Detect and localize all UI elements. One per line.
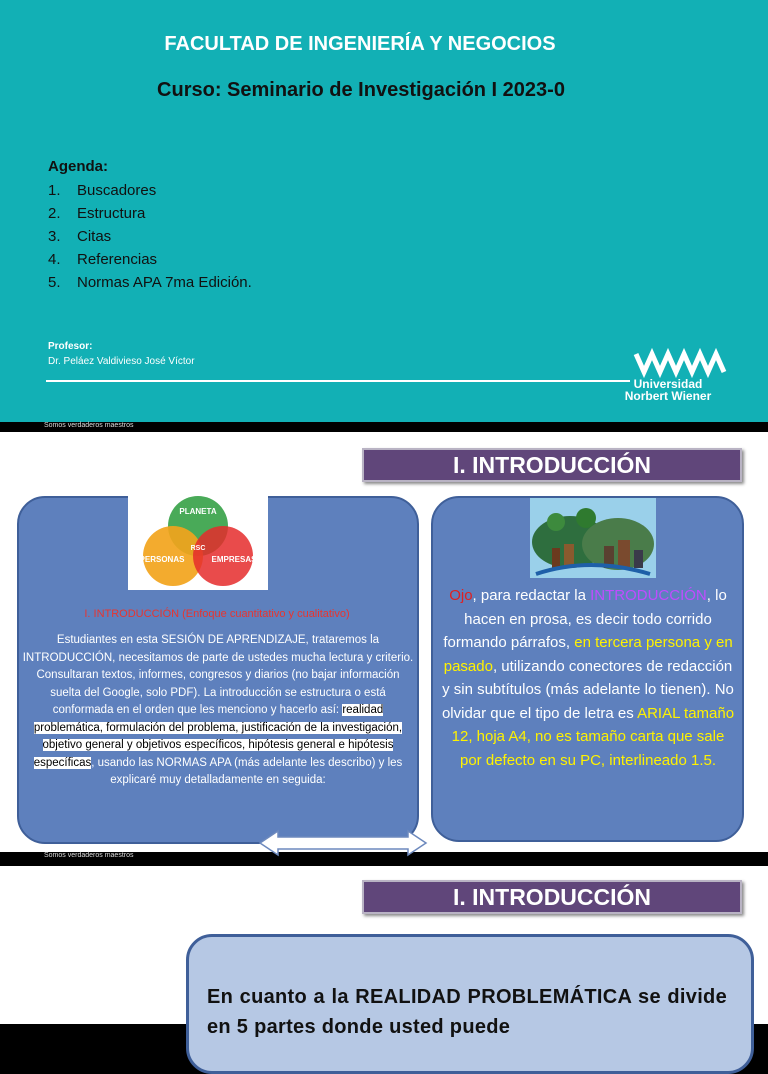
highlighted-components: realidad problemática, formulación del problema, justificación de la investigación, objetivo general y objetivos específicos, hipótesis general e hipótesis específicas	[33, 704, 403, 769]
course-title: Curso: Seminario de Investigación I 2023-0	[157, 79, 565, 101]
left-heading: I. INTRODUCCIÓN (Enfoque cuantitativo y cualitativo)	[84, 608, 350, 620]
agenda-item: 4. Referencias	[48, 251, 158, 268]
introduction-slide	[0, 432, 768, 852]
cover-slide	[0, 0, 768, 422]
faculty-title: FACULTAD DE INGENIERÍA Y NEGOCIOS	[164, 33, 556, 55]
logo-line-2: Norbert Wiener	[624, 389, 712, 403]
tagline: Somos verdaderos maestros	[44, 422, 134, 429]
agenda-list	[48, 181, 252, 296]
divider	[46, 380, 630, 382]
slide-title: I. INTRODUCCIÓN	[362, 880, 742, 914]
left-body: Estudiantes en esta SESIÓN DE APRENDIZAJE, trataremos la INTRODUCCIÓN, necesitamos de parte de ustedes mucha lectura y criterio. Consultaran textos, informes, congresos y diarios (no bajar información suelta del Google, solo PDF). La introducción se estructura o está conformada en el orden que les menciono y hacerlo así: realidad problemática, formulación del problema, justificación de la investigación, objetivo general y objetivos específicos, hipótesis general e hipótesis específicas, usando las NORMAS APA (más adelante les describo) y les explicaré muy detalladamente en seguida:	[22, 634, 414, 786]
university-logo	[608, 350, 728, 402]
double-arrow-icon	[258, 828, 428, 858]
venn-label-right: EMPRESAS	[211, 555, 257, 564]
book-wave-icon	[634, 350, 726, 376]
right-body: Ojo, para redactar la INTRODUCCIÓN, lo hacen en prosa, es decir todo corrido formando párrafos, en tercera persona y en pasado, utilizando conectores de redacción y sin subtítulos (más adelante lo tienen). No olvidar que el tipo de letra es ARIAL tamaño 12, hoja A4, no es tamaño carta que sale por defecto en su PC, interlineado 1.5.	[441, 587, 735, 769]
venn-label-top: PLANETA	[179, 507, 217, 516]
agenda-item: 1. Buscadores	[48, 182, 157, 199]
slide-title: I. INTRODUCCIÓN	[362, 448, 742, 482]
venn-label-left: PERSONAS	[139, 555, 185, 564]
agenda-heading: Agenda:	[48, 158, 108, 175]
realidad-text: En cuanto a la REALIDAD PROBLEMÁTICA se divide en 5 partes donde usted puede	[207, 986, 727, 1038]
ecology-illustration	[530, 498, 656, 578]
logo-line-1: Universidad	[633, 377, 703, 391]
agenda-item: 3. Citas	[48, 228, 112, 245]
agenda-item: 2. Estructura	[48, 205, 146, 222]
agenda-item: 5. Normas APA 7ma Edición.	[48, 274, 252, 291]
professor-name: Dr. Peláez Valdivieso José Víctor	[48, 356, 195, 367]
venn-label-center: RSC	[190, 545, 206, 552]
venn-diagram	[128, 494, 268, 590]
tagline: Somos verdaderos maestros	[44, 852, 134, 859]
professor-label: Profesor:	[48, 341, 93, 352]
